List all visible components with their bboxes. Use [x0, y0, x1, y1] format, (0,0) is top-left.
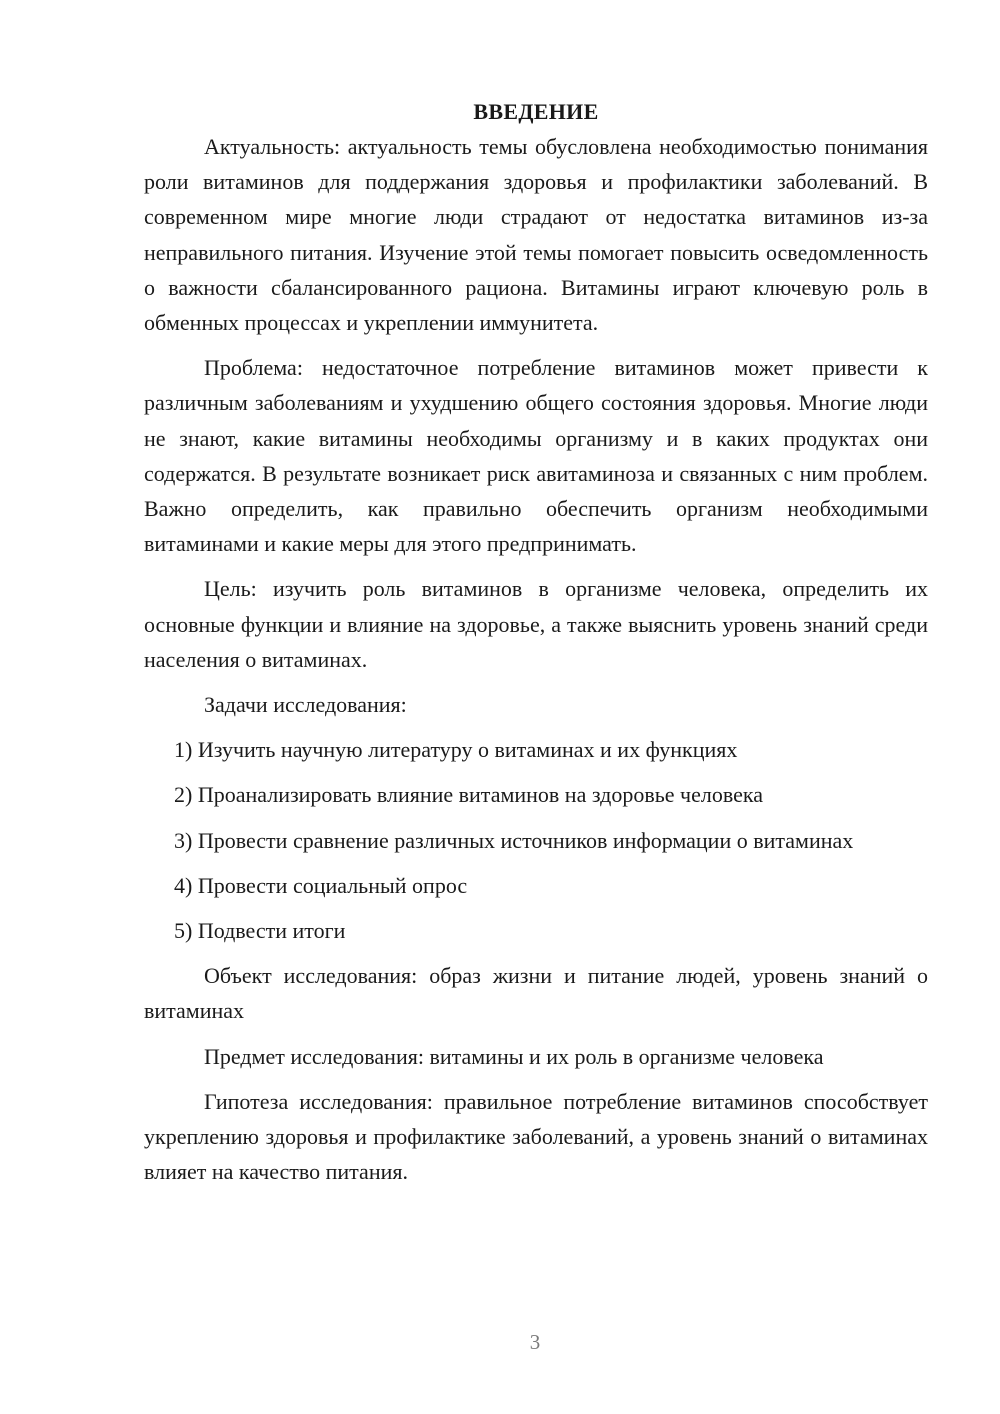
subject-paragraph: Предмет исследования: витамины и их роль в организме человека	[204, 1043, 824, 1069]
object-paragraph: Объект исследования: образ жизни и питание людей, уровень знаний о витаминах	[144, 963, 928, 1024]
page-content	[144, 94, 928, 1189]
task-item: 4) Провести социальный опрос	[174, 872, 468, 898]
hypothesis-paragraph: Гипотеза исследования: правильное потребление витаминов способствует укреплению здоровья и профилактике заболеваний, а уровень знаний о витаминах влияет на качество питания.	[144, 1088, 928, 1185]
task-item: 2) Проанализировать влияние витаминов на здоровье человека	[174, 782, 763, 808]
section-heading: ВВЕДЕНИЕ	[473, 99, 599, 124]
problem-paragraph: Проблема: недостаточное потребление витаминов может привести к различным заболеваниям и ухудшению общего состояния здоровья. Многие люди не знают, какие витамины необходимы организму и в каких продуктах они содержатся. В результате возникает риск авитаминоза и связанных с ним проблем. Важно определить, как правильно обеспечить организм необходимыми витаминами и какие меры для этого предпринимать.	[144, 355, 928, 557]
task-item: 5) Подвести итоги	[174, 918, 346, 944]
task-item: 3) Провести сравнение различных источников информации о витаминах	[174, 827, 854, 853]
goal-paragraph: Цель: изучить роль витаминов в организме человека, определить их основные функции и влияние на здоровье, а также выяснить уровень знаний среди населения о витаминах.	[144, 576, 928, 672]
relevance-paragraph: Актуальность: актуальность темы обусловлена необходимостью понимания роли витаминов для поддержания здоровья и профилактики заболеваний. В современном мире многие люди страдают от недостатка витаминов из-за неправильного питания. Изучение этой темы помогает повысить осведомленность о важности сбалансированного рациона. Витамины играют ключевую роль в обменных процессах и укреплении иммунитета.	[144, 134, 928, 336]
task-item: 1) Изучить научную литературу о витаминах и их функциях	[174, 737, 738, 763]
page-number: 3	[529, 1330, 541, 1354]
tasks-heading: Задачи исследования:	[204, 692, 407, 718]
